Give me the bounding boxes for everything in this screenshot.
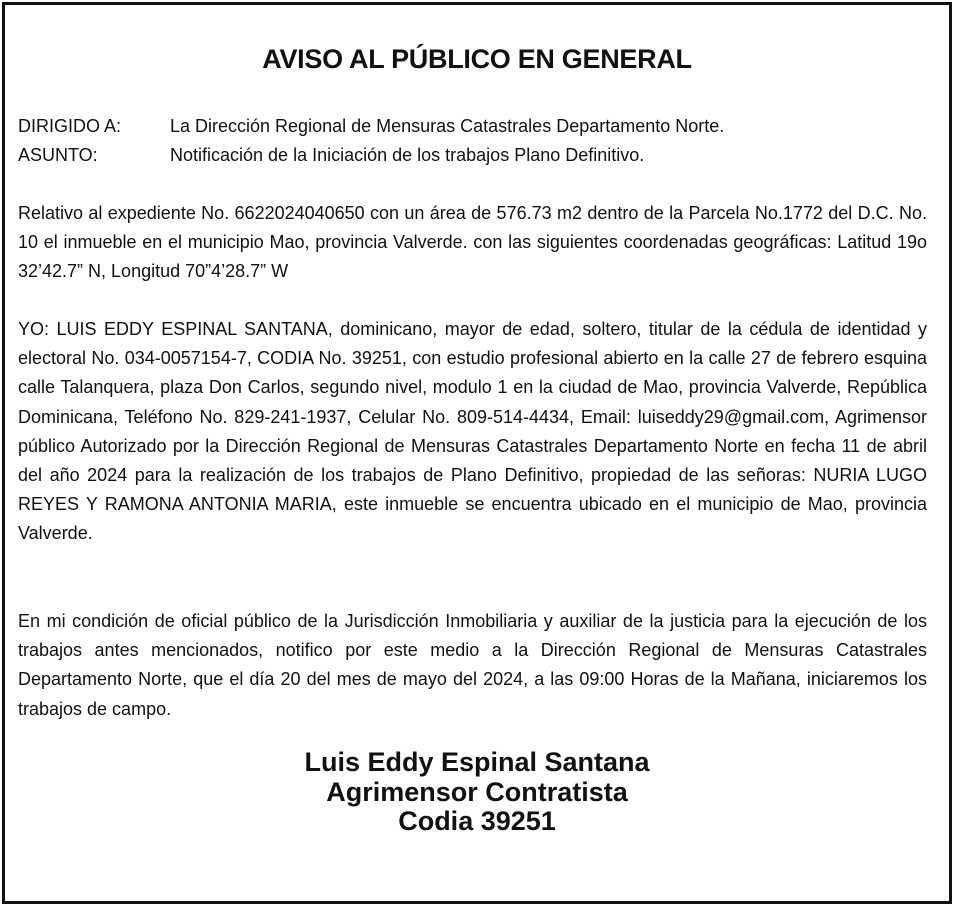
signature-block xyxy=(0,748,954,837)
subject-row xyxy=(18,141,928,170)
notice-title: AVISO AL PÚBLICO EN GENERAL xyxy=(262,44,692,74)
addressed-value: La Dirección Regional de Mensuras Catastrales Departamento Norte. xyxy=(170,116,725,136)
paragraph-notification: En mi condición de oficial público de la Jurisdicción Inmobiliaria y auxiliar de la justicia para la ejecución de los trabajos antes mencionados, notifico por este medio a la Dirección Regional de Mensuras Catastrales Departamento Norte, que el día 20 del mes de mayo del 2024, a las 09:00 Horas de la Mañana, iniciaremos los trabajos de campo. xyxy=(18,611,927,719)
paragraph-declaration: YO: LUIS EDDY ESPINAL SANTANA, dominicano, mayor de edad, soltero, titular de la cédula de identidad y electoral No. 034-0057154-7, CODIA No. 39251, con estudio profesional abierto en la calle 27 de febrero esquina calle Talanquera, plaza Don Carlos, segundo nivel, modulo 1 en la ciudad de Mao, provincia Valverde, República Dominicana, Teléfono No. 829-241-1937, Celular No. 809-514-4434, Email: luiseddy29@gmail.com, Agrimensor público Autorizado por la Dirección Regional de Mensuras Catastrales Departamento Norte en fecha 11 de abril del año 2024 para la realización de los trabajos de Plano Definitivo, propiedad de las señoras: NURIA LUGO REYES Y RAMONA ANTONIA MARIA, este inmueble se encuentra ubicado en el municipio de Mao, provincia Valverde. xyxy=(18,319,927,544)
signature-codia: Codia 39251 xyxy=(398,806,556,836)
addressed-row xyxy=(18,112,928,141)
addressed-label: DIRIGIDO A: xyxy=(18,116,122,136)
paragraph-expediente: Relativo al expediente No. 6622024040650 con un área de 576.73 m2 dentro de la Parcela No.1772 del D.C. No. 10 el inmueble en el municipio Mao, provincia Valverde. con las siguientes coordenadas geográficas: Latitud 19o 32’42.7” N, Longitud 70”4’28.7” W xyxy=(18,203,927,282)
subject-label: ASUNTO: xyxy=(18,145,98,165)
notice-meta xyxy=(18,112,928,170)
signature-role: Agrimensor Contratista xyxy=(326,776,628,807)
signature-name: Luis Eddy Espinal Santana xyxy=(304,747,650,777)
subject-value: Notificación de la Iniciación de los trabajos Plano Definitivo. xyxy=(170,145,645,165)
